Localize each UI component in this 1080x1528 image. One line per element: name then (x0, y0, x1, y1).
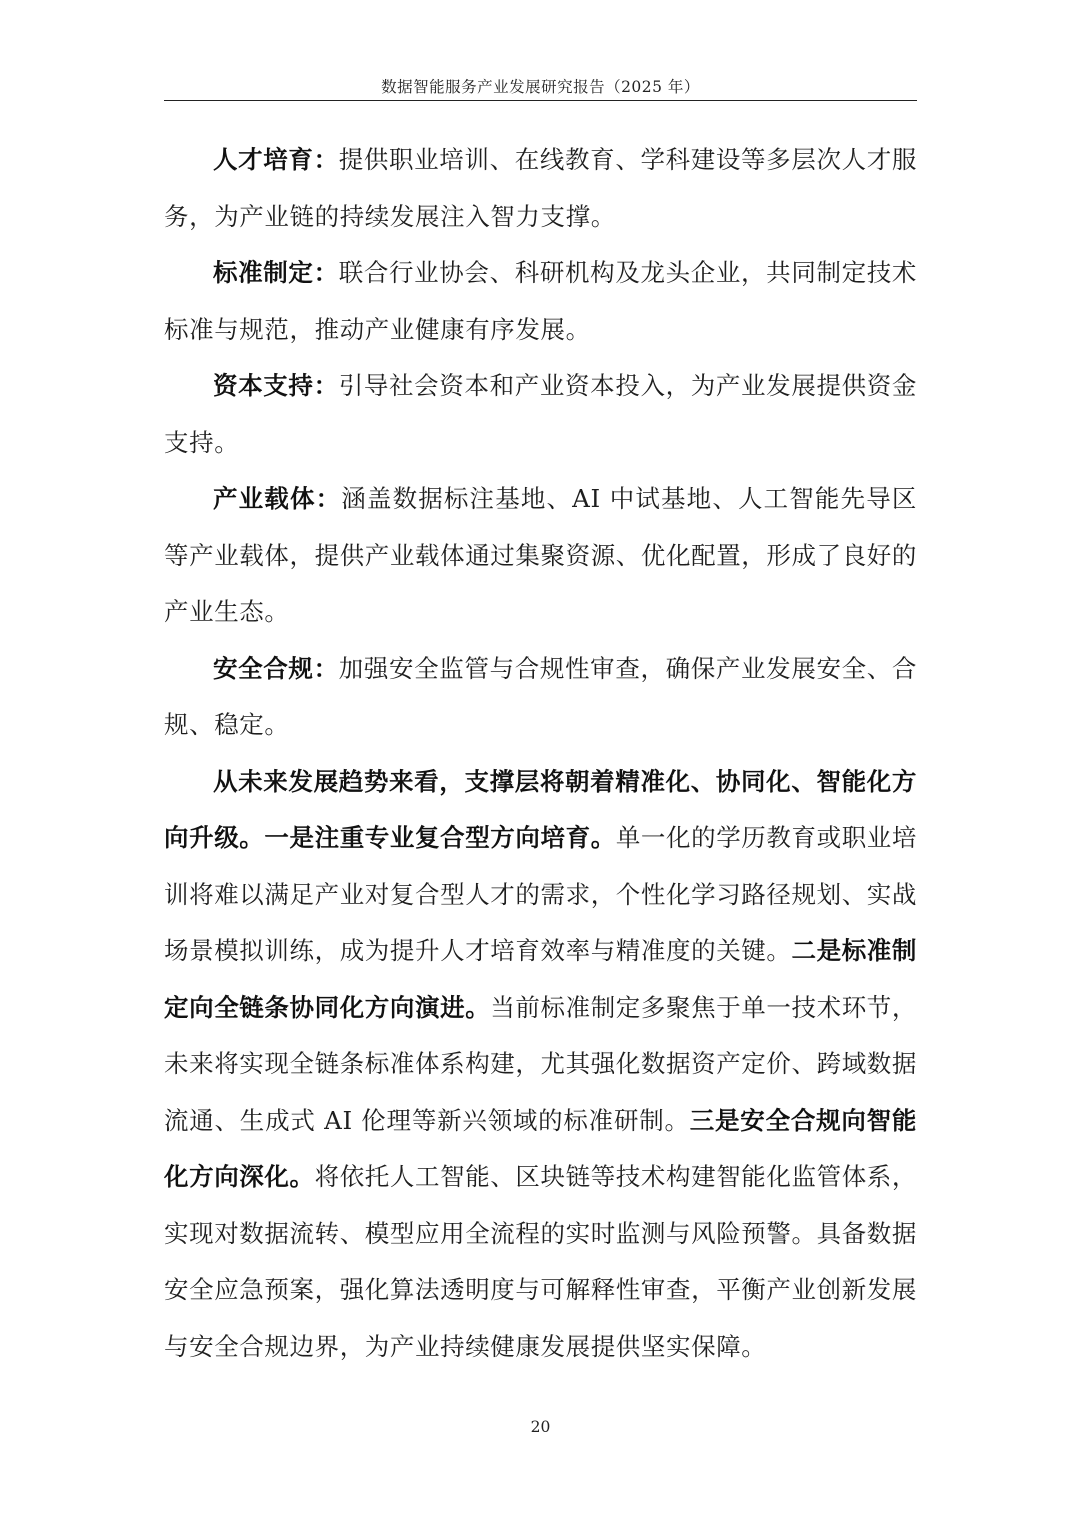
item-text-capital: 引导社会资本和产业资本投入，为产业发展提供资金支持。 (164, 371, 917, 457)
trend-point3-text: 将依托人工智能、区块链等技术构建智能化监管体系，实现对数据流转、模型应用全流程的实时监测与风险预警。具备数据安全应急预案，强化算法透明度与可解释性审查，平衡产业创新发展与安全合规边界，为产业持续健康发展提供坚实保障。 (164, 1162, 918, 1361)
item-text-standards: 联合行业协会、科研机构及龙头企业，共同制定技术标准与规范，推动产业健康有序发展。 (164, 258, 917, 344)
item-text-carrier: 涵盖数据标注基地、AI 中试基地、人工智能先导区等产业载体，提供产业载体通过集聚资源、优化配置，形成了良好的产业生态。 (164, 484, 917, 626)
item-label-talent: 人才培育： (213, 145, 339, 174)
item-label-standards: 标准制定： (213, 258, 339, 287)
running-header: 数据智能服务产业发展研究报告（2025 年） (381, 78, 700, 96)
paragraph-talent (164, 132, 917, 245)
item-text-talent: 提供职业培训、在线教育、学科建设等多层次人才服务，为产业链的持续发展注入智力支撑。 (164, 145, 917, 231)
paragraph-carrier (164, 471, 917, 641)
item-label-carrier: 产业载体： (213, 484, 342, 513)
header-divider (164, 100, 917, 101)
item-label-capital: 资本支持： (213, 371, 339, 400)
trend-point2-text: 当前标准制定多聚焦于单一技术环节，未来将实现全链条标准体系构建，尤其强化数据资产定价、跨域数据流通、生成式 AI 伦理等新兴领域的标准研制。 (164, 992, 918, 1135)
trend-point1-text: 单一化的学历教育或职业培训将难以满足产业对复合型人才的需求，个性化学习路径规划、实战场景模拟训练，成为提升人才培育效率与精准度的关键。 (164, 823, 918, 965)
item-text-compliance: 加强安全监管与合规性审查，确保产业发展安全、合规、稳定。 (164, 653, 917, 739)
trend-point1-title: 一是注重专业复合型方向培育。 (264, 823, 616, 852)
paragraph-compliance (164, 641, 917, 754)
paragraph-trend (164, 754, 917, 1376)
body-text (164, 132, 917, 1375)
paragraph-standards (164, 245, 917, 358)
page-number: 20 (530, 1418, 551, 1436)
item-label-compliance: 安全合规： (213, 653, 339, 683)
trend-point2-title: 二是标准制定向全链条协同化方向演进。 (164, 936, 917, 1022)
paragraph-capital (164, 358, 917, 471)
trend-point3-title: 三是安全合规向智能化方向深化。 (164, 1105, 918, 1191)
trend-lead: 从未来发展趋势来看，支撑层将朝着精准化、协同化、智能化方向升级。 (164, 766, 917, 852)
